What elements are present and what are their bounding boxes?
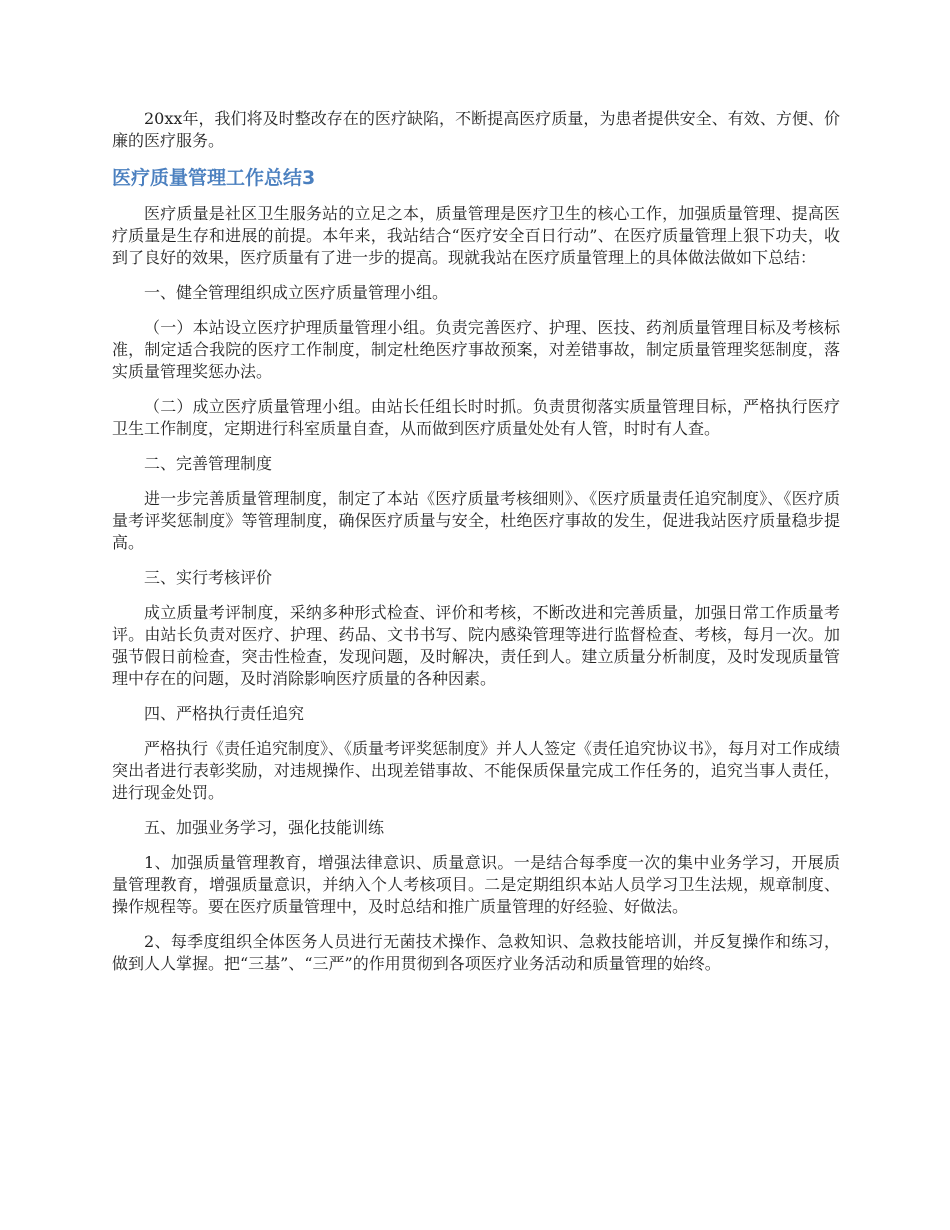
section-heading: 医疗质量管理工作总结3 <box>112 167 316 189</box>
intro-paragraph: 20xx年，我们将及时整改存在的医疗缺陷，不断提高医疗质量，为患者提供安全、有效、方便、价廉的医疗服务。 <box>112 109 840 150</box>
paragraph-11: 五、加强业务学习，强化技能训练 <box>144 818 385 837</box>
paragraph-13: 2、每季度组织全体医务人员进行无菌技术操作、急救知识、急救技能培训，并反复操作和练习，做到人人掌握。把“三基”、“三严”的作用贯彻到各项医疗业务活动和质量管理的始终。 <box>112 932 840 973</box>
paragraph-10: 严格执行《责任追究制度》、《质量考评奖惩制度》并人人签定《责任追究协议书》，每月对工作成绩突出者进行表彰奖励，对违规操作、出现差错事故、不能保质保量完成工作任务的，追究当事人责任，进行现金处罚。 <box>112 739 841 802</box>
paragraph-12: 1、加强质量管理教育，增强法律意识、质量意识。一是结合每季度一次的集中业务学习，开展质量管理教育，增强质量意识，并纳入个人考核项目。二是定期组织本站人员学习卫生法规，规章制度、操作规程等。要在医疗质量管理中，及时总结和推广质量管理的好经验、好做法。 <box>112 853 840 916</box>
paragraph-7: 三、实行考核评价 <box>144 568 273 587</box>
paragraph-2: 一、健全管理组织成立医疗质量管理小组。 <box>144 283 449 302</box>
paragraph-4: （二）成立医疗质量管理小组。由站长任组长时时抓。负责贯彻落实质量管理目标，严格执行医疗卫生工作制度，定期进行科室质量自查，从而做到医疗质量处处有人管，时时有人查。 <box>112 397 840 438</box>
paragraph-8: 成立质量考评制度，采纳多种形式检查、评价和考核，不断改进和完善质量，加强日常工作质量考评。由站长负责对医疗、护理、药品、文书书写、院内感染管理等进行监督检查、考核，每月一次。加强节假日前检查，突击性检查，发现问题，及时解决，责任到人。建立质量分析制度，及时发现质量管理中存在的问题，及时消除影响医疗质量的各种因素。 <box>112 603 840 688</box>
paragraph-3: （一）本站设立医疗护理质量管理小组。负责完善医疗、护理、医技、药剂质量管理目标及考核标准，制定适合我院的医疗工作制度，制定杜绝医疗事故预案，对差错事故，制定质量管理奖惩制度，落实质量管理奖惩办法。 <box>112 318 840 381</box>
paragraph-6: 进一步完善质量管理制度，制定了本站《医疗质量考核细则》、《医疗质量责任追究制度》、《医疗质量考评奖惩制度》等管理制度，确保医疗质量与安全，杜绝医疗事故的发生，促进我站医疗质量稳步提高。 <box>112 489 840 552</box>
paragraph-9: 四、严格执行责任追究 <box>144 704 305 723</box>
paragraph-5: 二、完善管理制度 <box>144 454 273 473</box>
document-page <box>112 108 840 988</box>
paragraph-1: 医疗质量是社区卫生服务站的立足之本，质量管理是医疗卫生的核心工作，加强质量管理、提高医疗质量是生存和进展的前提。本年来，我站结合“医疗安全百日行动”、在医疗质量管理上狠下功夫，收到了良好的效果，医疗质量有了进一步的提高。现就我站在医疗质量管理上的具体做法做如下总结： <box>112 204 840 267</box>
